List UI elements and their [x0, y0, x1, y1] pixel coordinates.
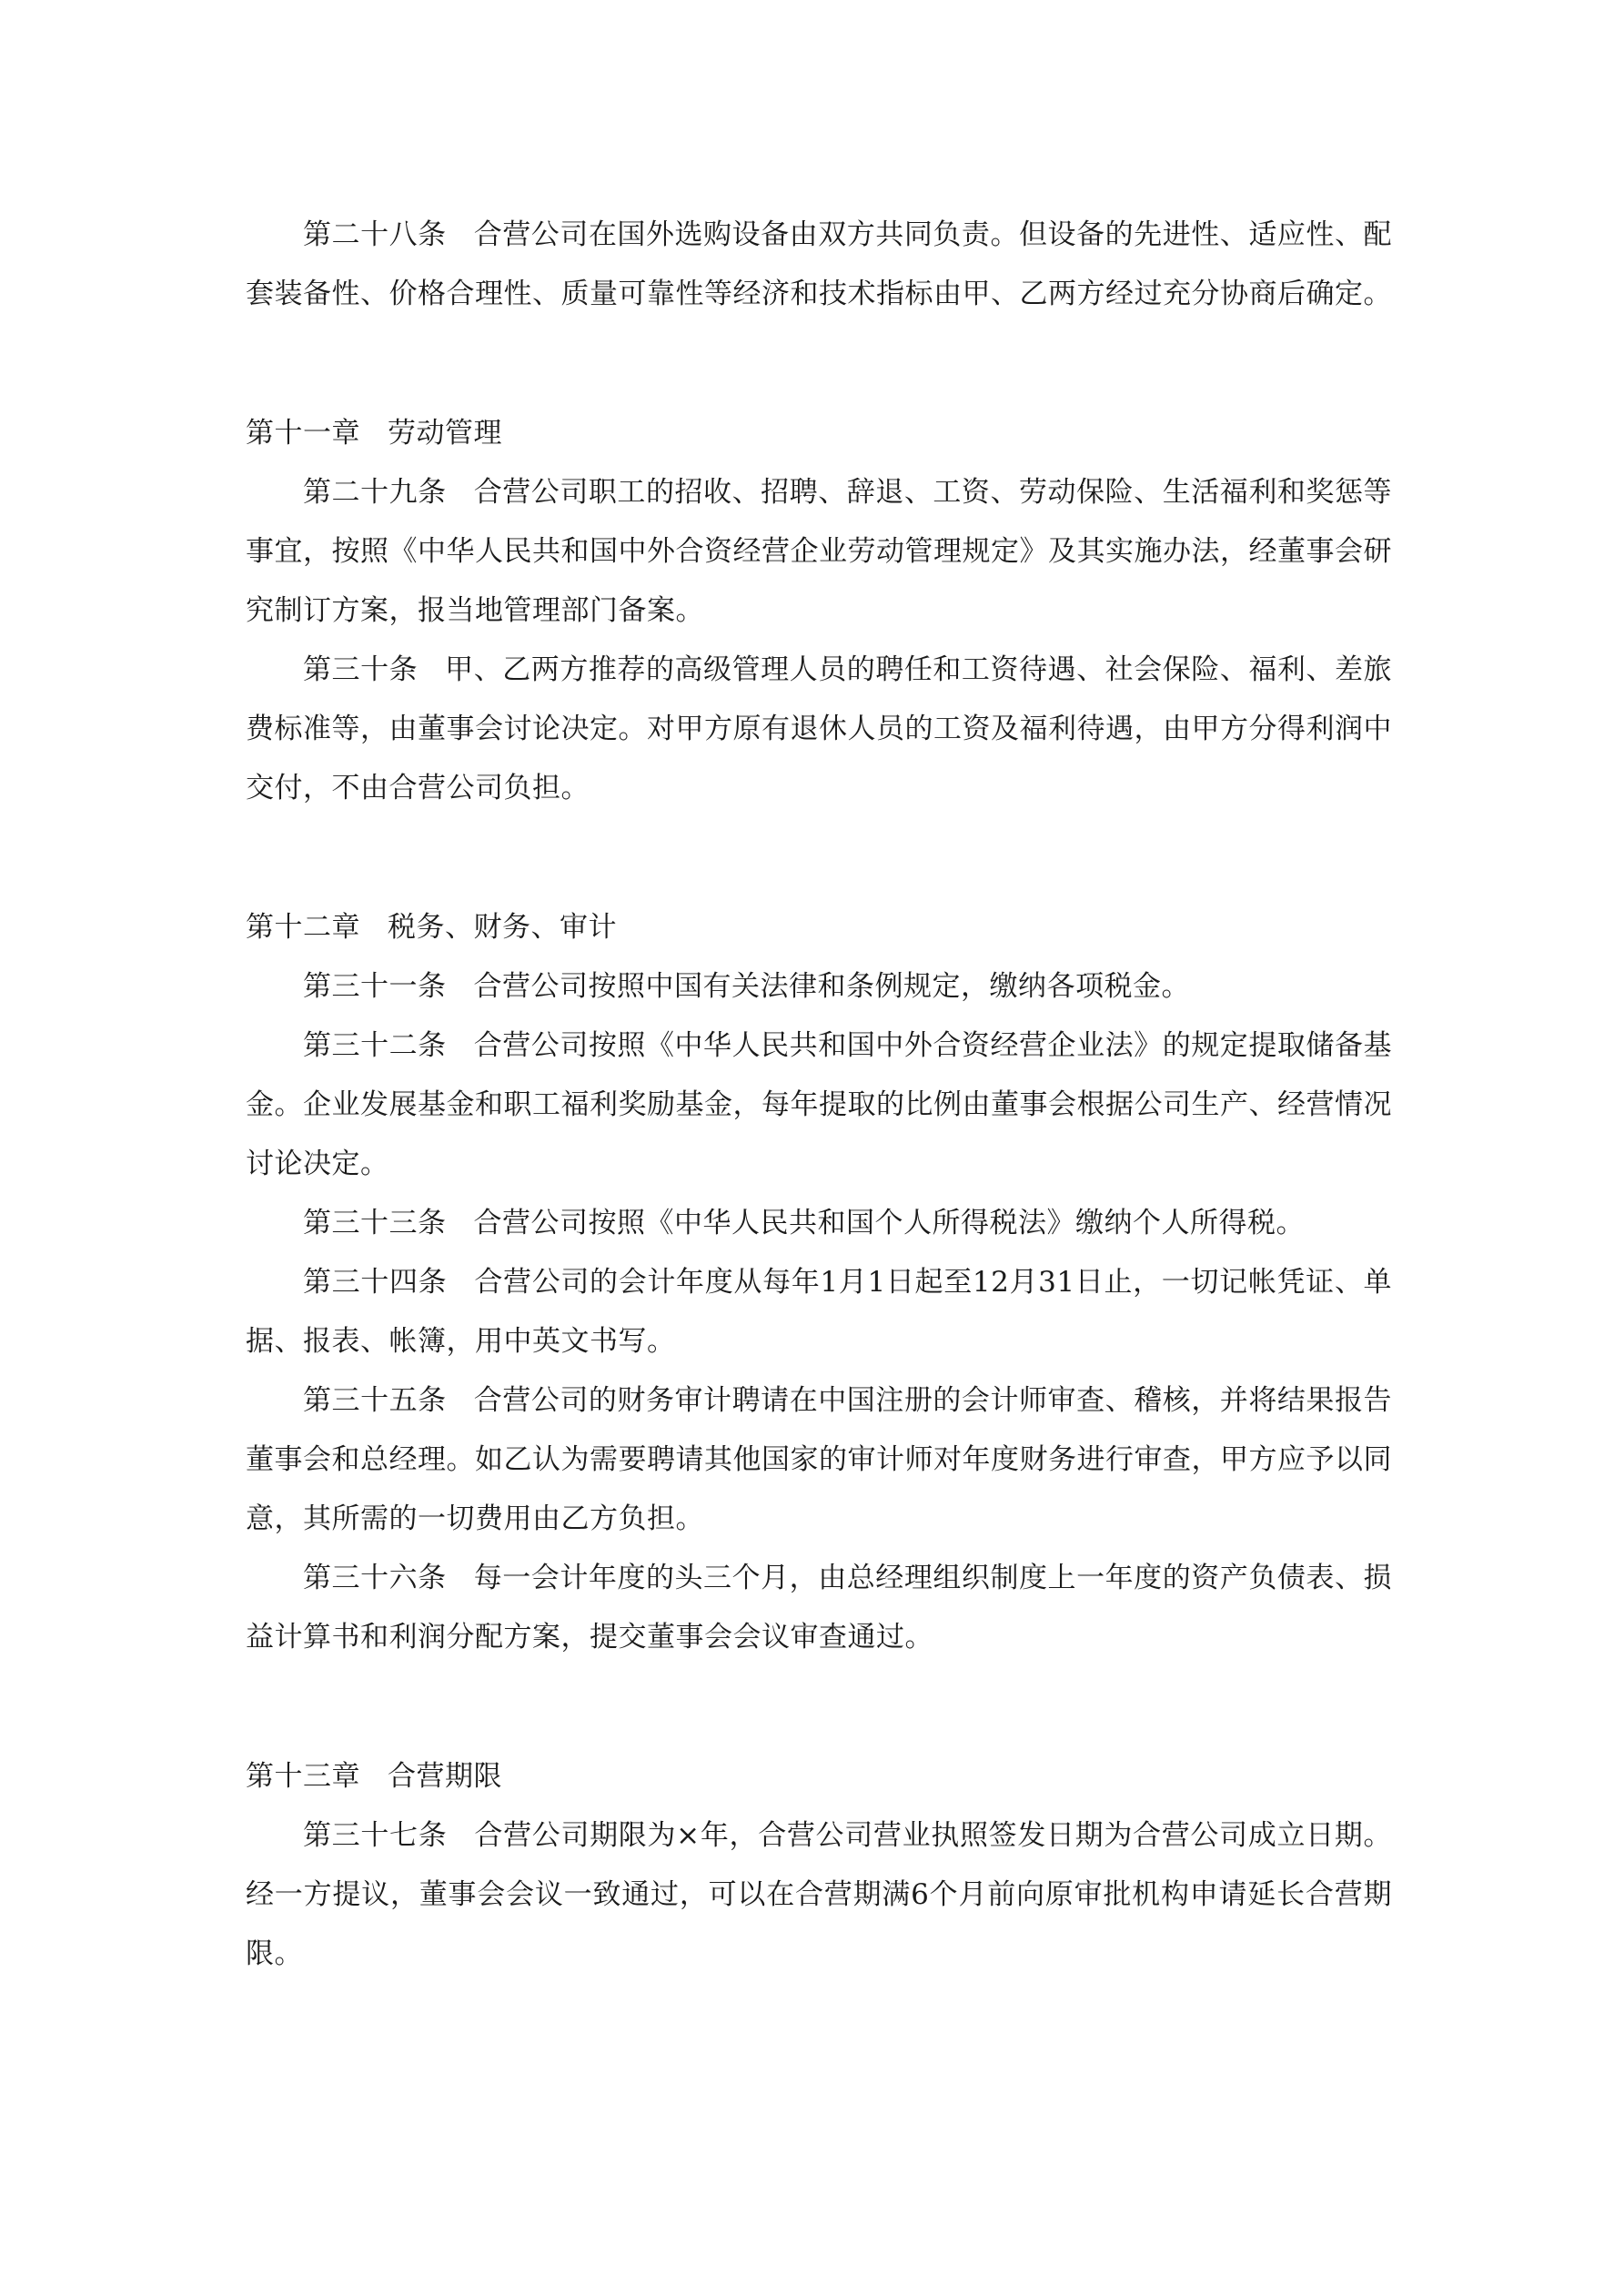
- article-label: 第三十二条: [303, 1029, 447, 1062]
- article-label: 第三十四条: [303, 1266, 448, 1299]
- article-label: 第三十三条: [303, 1207, 447, 1239]
- chapter-title: 税务、财务、审计: [388, 911, 617, 944]
- article-37: [246, 1806, 1392, 1984]
- article-36: [246, 1549, 1392, 1667]
- chapter-title: 合营期限: [388, 1760, 502, 1793]
- article-text: 合营公司职工的招收、招聘、辞退、工资、劳动保险、生活福利和奖惩等事宜，按照《中华人民共和国中外合资经营企业劳动管理规定》及其实施办法，经董事会研究制订方案，报当地管理部门备案。: [246, 476, 1393, 627]
- article-label: 第三十七条: [303, 1819, 448, 1852]
- chapter-label: 第十一章: [246, 417, 360, 450]
- article-text: 合营公司按照《中华人民共和国中外合资经营企业法》的规定提取储备基金。企业发展基金和职工福利奖励基金，每年提取的比例由董事会根据公司生产、经营情况讨论决定。: [246, 1029, 1393, 1180]
- article-label: 第三十一条: [303, 970, 447, 1003]
- article-text: 合营公司按照中国有关法律和条例规定，缴纳各项税金。: [473, 970, 1190, 1003]
- article-text: 合营公司按照《中华人民共和国个人所得税法》缴纳个人所得税。: [473, 1207, 1305, 1239]
- chapter-title: 劳动管理: [388, 417, 502, 450]
- spacer: [246, 324, 1392, 404]
- chapter-12-heading: [246, 898, 1392, 957]
- chapter-13-heading: [246, 1747, 1392, 1806]
- article-text: 合营公司的会计年度从每年1月1日起至12月31日止，一切记帐凭证、单据、报表、帐簿，用中英文书写。: [246, 1266, 1392, 1358]
- chapter-11-heading: [246, 404, 1392, 463]
- article-30: [246, 641, 1392, 818]
- article-32: [246, 1017, 1392, 1194]
- article-28: [246, 206, 1392, 324]
- chapter-label: 第十三章: [246, 1760, 360, 1793]
- spacer: [246, 818, 1392, 898]
- article-text: 合营公司期限为×年，合营公司营业执照签发日期为合营公司成立日期。经一方提议，董事会会议一致通过，可以在合营期满6个月前向原审批机构申请延长合营期限。: [246, 1819, 1392, 1970]
- article-35: [246, 1371, 1392, 1549]
- article-text: 甲、乙两方推荐的高级管理人员的聘任和工资待遇、社会保险、福利、差旅费标准等，由董事会讨论决定。对甲方原有退休人员的工资及福利待遇，由甲方分得利润中交付，不由合营公司负担。: [246, 653, 1393, 804]
- article-text: 合营公司在国外选购设备由双方共同负责。但设备的先进性、适应性、配套装备性、价格合理性、质量可靠性等经济和技术指标由甲、乙两方经过充分协商后确定。: [246, 218, 1393, 310]
- chapter-label: 第十二章: [246, 911, 360, 944]
- article-label: 第三十五条: [303, 1384, 447, 1417]
- document-body: [246, 206, 1392, 1984]
- article-label: 第二十八条: [303, 218, 447, 251]
- article-33: [246, 1194, 1392, 1253]
- article-29: [246, 463, 1392, 641]
- article-label: 第三十条: [303, 653, 419, 686]
- article-34: [246, 1253, 1392, 1371]
- article-31: [246, 957, 1392, 1017]
- article-label: 第三十六条: [303, 1562, 447, 1594]
- article-text: 合营公司的财务审计聘请在中国注册的会计师审查、稽核，并将结果报告董事会和总经理。如乙认为需要聘请其他国家的审计师对年度财务进行审查，甲方应予以同意，其所需的一切费用由乙方负担。: [246, 1384, 1393, 1535]
- article-text: 每一会计年度的头三个月，由总经理组织制度上一年度的资产负债表、损益计算书和利润分配方案，提交董事会会议审查通过。: [246, 1562, 1393, 1654]
- article-label: 第二十九条: [303, 476, 447, 509]
- spacer: [246, 1667, 1392, 1747]
